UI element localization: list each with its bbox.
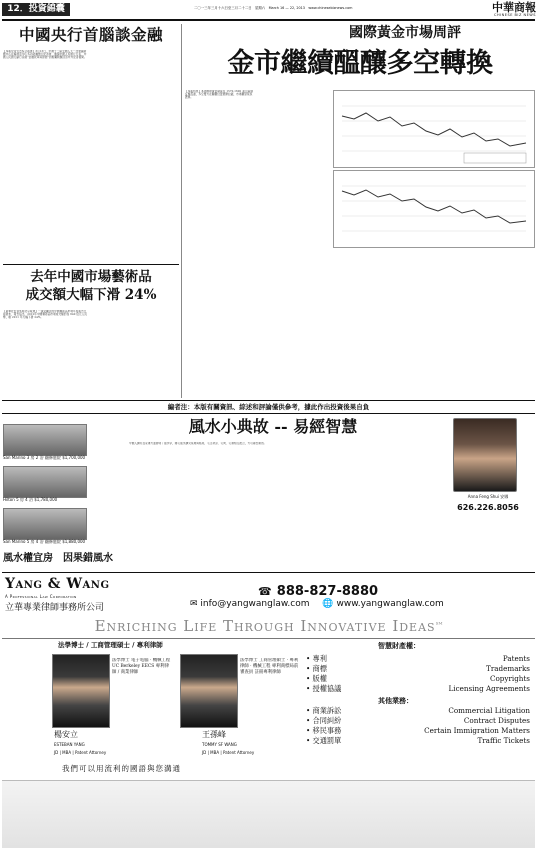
service-en-litigation: Commercial Litigation	[448, 706, 530, 715]
listing-1-label: 3 房 2 浴 翻修庭院	[26, 455, 61, 460]
firm-email[interactable]: info@yangwanglaw.com	[200, 599, 310, 609]
article-gold-col2	[259, 90, 329, 398]
fengshui-body: 中國人講究在家運方面發明了風水學，陽宅風水講究氣場與格局，宅主命卦、宅向、宅運相互配合，方可趨吉避凶。	[129, 442, 267, 445]
law-category-left: 法學博士 / 工商管理碩士 / 專利律師	[58, 641, 163, 649]
attorney-2-name-cn: 王孫峰	[202, 730, 226, 739]
page-label: 12．投資錦囊	[2, 3, 70, 16]
firm-name-cn: 立華專業律師事務所公司	[5, 603, 105, 613]
listing-1-location: San Marino	[3, 455, 26, 460]
fengshui-title: 風水小典故 -- 易經智慧	[188, 417, 358, 436]
service-en-copyrights: Copyrights	[489, 674, 530, 683]
service-cn-immigration: • 移民事務	[306, 726, 342, 735]
firm-slogan-mark: SM	[435, 620, 443, 626]
brand-cn: 中華商報	[492, 1, 536, 14]
article-gold-subtitle: 國際黃金市場周評	[349, 25, 461, 41]
attorney-1-name-en: ESTEBAN YANG	[54, 742, 85, 747]
attorney-2-title: JD | MBA | Patent Attorney	[202, 750, 255, 755]
article-gold-col1	[185, 90, 255, 398]
email-icon: ✉	[190, 599, 198, 609]
listing-1-caption	[3, 455, 123, 460]
service-cn-trademarks: • 商標	[306, 664, 327, 673]
service-en-trademarks: Trademarks	[486, 664, 530, 673]
service-cn-licensing: • 授權協議	[306, 684, 342, 693]
column-divider	[181, 24, 182, 398]
listing-2-location: Hilton	[3, 497, 15, 502]
date-line: 二〇一三年三月十六日至三月二十二日 星期六 March 16 — 22, 2013 www.chinesebiznews.com	[194, 6, 353, 10]
listing-2-label: 5 房 4 浴	[16, 497, 33, 502]
fengshui-section	[3, 416, 535, 570]
firm-phone-row	[258, 580, 378, 599]
article-art-market-col1	[3, 310, 89, 398]
brand-en: CHINESE BIZ NEWS	[494, 13, 536, 17]
firm-phone[interactable]: 888-827-8880	[276, 584, 379, 599]
fengshui-body-col3	[437, 516, 535, 568]
fengshui-body-col1	[129, 442, 279, 568]
attorney-2-name-en: TOMMY SF WANG	[202, 742, 237, 747]
firm-slogan-text: Enriching Life Through Innovative Ideas	[94, 617, 436, 635]
article-central-bank-lead: 【本報記者安吉綜合報道】3月13日，中國十二屆全國人大一次會議新聞中心在梅地亞中心多功能廳舉行記者會，邀請中國人民銀行行長、中國人民銀行副行長就“金融改革與發展”的相關問題回答中外記者提問。	[3, 50, 87, 60]
listing-2-caption	[3, 497, 123, 502]
agent-photo	[453, 418, 517, 492]
service-cn-contract: • 合同糾紛	[306, 716, 342, 725]
article-gold	[185, 24, 535, 398]
other-services-label: 其他業務：	[378, 696, 413, 705]
article-gold-title: 金市繼續醞釀多空轉換	[227, 48, 493, 79]
law-footer: 我們可以用流利的國語與您溝通	[62, 764, 181, 773]
agent-name: Anna Feng Shui 安娜	[467, 494, 509, 499]
fengshui-body-col2	[283, 442, 433, 568]
services-en-ip	[376, 654, 530, 694]
service-cn-traffic: • 交通罰單	[306, 736, 342, 745]
article-art-market-col2	[93, 310, 179, 398]
listing-3-price: $1,880,000	[62, 539, 86, 544]
service-en-contract: Contract Disputes	[463, 716, 530, 725]
brand-logo	[464, 2, 536, 18]
article-gold-col3	[333, 250, 431, 398]
firm-website[interactable]: www.yangwanglaw.com	[336, 599, 444, 609]
agent-phone: 626.226.8056	[457, 503, 519, 512]
listing-2	[3, 466, 85, 506]
page-header	[2, 2, 535, 18]
service-cn-patents: • 專利	[306, 654, 327, 663]
silver-price-chart	[333, 170, 535, 248]
article-art-market-title-1: 去年中國市場藝術品	[30, 269, 152, 285]
law-firm-ad	[2, 574, 535, 849]
firm-contact-row	[190, 598, 444, 610]
listing-3-location: San Marino	[3, 539, 26, 544]
attorney-1-name-cn: 楊安立	[54, 730, 78, 739]
article-central-bank-title: 中國央行首腦談金融	[18, 25, 163, 44]
service-en-patents: Patents	[502, 654, 530, 663]
listing-2-price: $1,780,000	[34, 497, 58, 502]
disclaimer-rule-top	[2, 400, 535, 401]
article-central-bank	[3, 24, 179, 264]
attorney-1-bio: 法學博士 電子電腦 · 機械工程 UC Berkeley EECS 專利律師 / 商業律師	[112, 658, 171, 675]
disclaimer: 編者注：本版有關資訊、綜述和評論僅供參考，據此作出投資後果自負	[167, 403, 370, 411]
article-gold-col4	[435, 250, 533, 398]
article-art-market-title-2: 成交額大幅下滑 24%	[25, 287, 157, 303]
article-central-bank-col2	[93, 50, 179, 264]
firm-subtitle: A Professional Law Corporation	[5, 594, 77, 599]
services-cn-other	[306, 706, 366, 746]
article-art-market	[3, 268, 179, 398]
listing-1	[3, 424, 85, 464]
firm-slogan	[2, 616, 535, 636]
service-en-licensing: Licensing Agreements	[448, 684, 530, 693]
listing-1-price: $1,700,000	[62, 455, 86, 460]
attorney-2-photo	[180, 654, 238, 728]
law-footer-band	[2, 780, 535, 848]
silver-price-chart-svg	[334, 171, 534, 247]
listing-3-caption	[3, 539, 123, 544]
firm-name: Yang & Wang	[5, 576, 110, 592]
phone-icon: ☎	[258, 585, 272, 598]
service-en-traffic: Traffic Tickets	[477, 736, 530, 745]
article-gold-lead: 【本報特訊】本周國際黃金期貨在 1570-1600 美元區間反覆震盪，多空雙方在關鍵位置展開拉鋸，市場觀望氣氛濃厚。	[185, 90, 254, 100]
services-cn-ip	[306, 654, 366, 694]
article-central-bank-col1	[3, 50, 89, 264]
attorney-2-bio: 法學博士 工商管理碩士 · 專利律師 · 機械工程 專利商標局前審查員 註冊專利律師	[240, 658, 299, 675]
law-rule-top	[2, 572, 535, 573]
article-art-market-lead: 【新華社記者吳婷北京報道】一項受關注的中國藝術品市場年度報告日前發布，報告指出，2012年中國藝術品市場成交額約為 640 億元人民幣，較 2011 年大幅下滑 24%。	[3, 310, 88, 320]
service-cn-litigation: • 商業訴訟	[306, 706, 342, 715]
service-cn-copyrights: • 版權	[306, 674, 327, 683]
listing-2-photo	[3, 466, 87, 498]
listing-3-photo	[3, 508, 87, 540]
left-divider	[3, 264, 179, 265]
attorney-1-photo	[52, 654, 110, 728]
slogan-rule	[2, 638, 535, 639]
listing-1-photo	[3, 424, 87, 456]
globe-icon: 🌐	[322, 599, 334, 609]
gold-price-chart	[333, 90, 535, 168]
listing-3-label: 5 房 4 浴 翻修庭院	[26, 539, 61, 544]
disclaimer-rule-bottom	[2, 413, 535, 414]
service-en-immigration: Certain Immigration Matters	[424, 726, 530, 735]
listing-3	[3, 508, 85, 548]
fengshui-banner: 風水權宜房 因果錯風水	[3, 553, 113, 564]
header-rule	[2, 19, 535, 21]
services-en-other	[376, 706, 530, 746]
gold-price-chart-svg	[334, 91, 534, 167]
attorney-1-title: JD | MBA | Patent Attorney	[54, 750, 107, 755]
law-category-right: 智慧財產權：	[378, 641, 420, 650]
